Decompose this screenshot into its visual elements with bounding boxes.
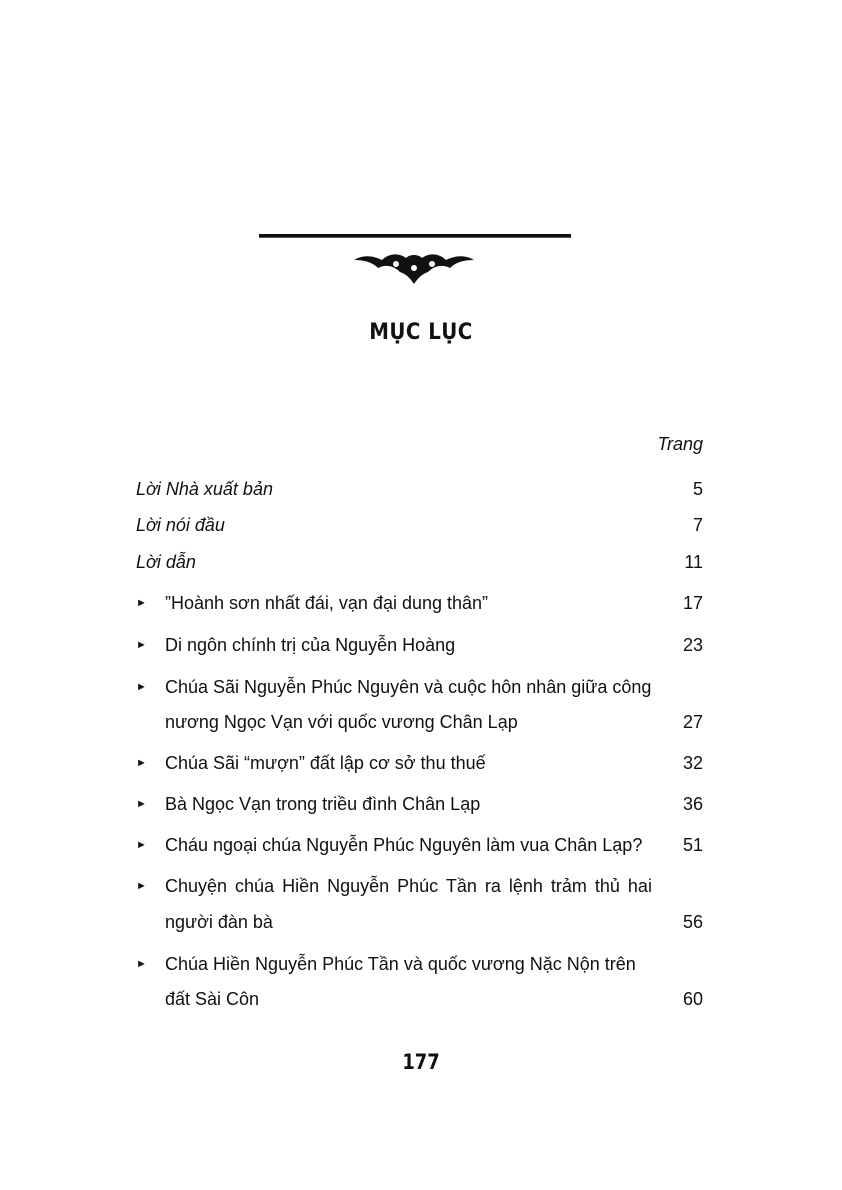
entry-page: 36: [682, 794, 703, 814]
entry-title-line2: đất Sài Côn: [165, 989, 260, 1009]
page-number: 177: [402, 1050, 440, 1074]
entry-title-line2: nương Ngọc Vạn với quốc vương Chân Lạp: [165, 712, 518, 732]
page-title: MỤC LỤC: [369, 320, 473, 345]
entry-title: Lời nói đầu: [136, 515, 225, 535]
toc-entry: [136, 633, 703, 657]
entry-title: Chúa Sãi Nguyễn Phúc Nguyên và cuộc hôn nhân giữa công: [165, 677, 652, 697]
triangle-right-icon: ►: [136, 798, 147, 810]
entry-title: ”Hoành sơn nhất đái, vạn đại dung thân”: [165, 593, 489, 613]
entry-page: 27: [682, 712, 703, 732]
toc-entry: [136, 751, 703, 775]
toc-entry: [136, 513, 703, 537]
entry-page: 7: [692, 515, 703, 535]
entry-page: 11: [684, 552, 703, 572]
toc-entry-continued: [136, 910, 703, 934]
entry-title: Cháu ngoại chúa Nguyễn Phúc Nguyên làm vua Chân Lạp?: [165, 835, 643, 855]
entry-page: 32: [682, 753, 703, 773]
entry-page: 51: [682, 835, 703, 855]
entry-page: 60: [682, 989, 703, 1009]
entry-title: Chúa Hiền Nguyễn Phúc Tần và quốc vương Nặc Nộn trên: [165, 954, 636, 974]
entry-title: Di ngôn chính trị của Nguyễn Hoàng: [165, 635, 456, 655]
entry-page: 56: [682, 912, 703, 932]
toc-entry: [136, 792, 703, 816]
toc-entry-continued: [136, 710, 703, 734]
ornament-icon: [352, 250, 476, 286]
triangle-right-icon: ►: [136, 880, 147, 892]
entry-title-line2: người đàn bà: [165, 912, 273, 932]
triangle-right-icon: ►: [136, 681, 147, 693]
triangle-right-icon: ►: [136, 597, 147, 609]
toc-entry: [136, 550, 703, 574]
toc-entry: [136, 591, 703, 615]
toc-entry: [136, 874, 703, 898]
toc-entry: [136, 675, 703, 699]
entry-page: 17: [682, 593, 703, 613]
triangle-right-icon: ►: [136, 839, 147, 851]
entry-title: Chúa Sãi “mượn” đất lập cơ sở thu thuế: [165, 753, 486, 773]
entry-title: Lời Nhà xuất bản: [136, 479, 273, 499]
header-rule: [259, 234, 571, 238]
triangle-right-icon: ►: [136, 958, 147, 970]
toc-entry: [136, 952, 703, 976]
toc-entry-continued: [136, 987, 703, 1011]
entry-title: Chuyện chúa Hiền Nguyễn Phúc Tần ra lệnh trảm thủ hai: [165, 876, 652, 896]
triangle-right-icon: ►: [136, 639, 147, 651]
toc-entry: [136, 477, 703, 501]
entry-page: 5: [692, 479, 703, 499]
column-header: Trang: [657, 434, 703, 454]
entry-title: Bà Ngọc Vạn trong triều đình Chân Lạp: [165, 794, 481, 814]
entry-page: 23: [682, 635, 703, 655]
entry-title: Lời dẫn: [136, 552, 196, 572]
toc-entry: [136, 833, 703, 857]
triangle-right-icon: ►: [136, 757, 147, 769]
